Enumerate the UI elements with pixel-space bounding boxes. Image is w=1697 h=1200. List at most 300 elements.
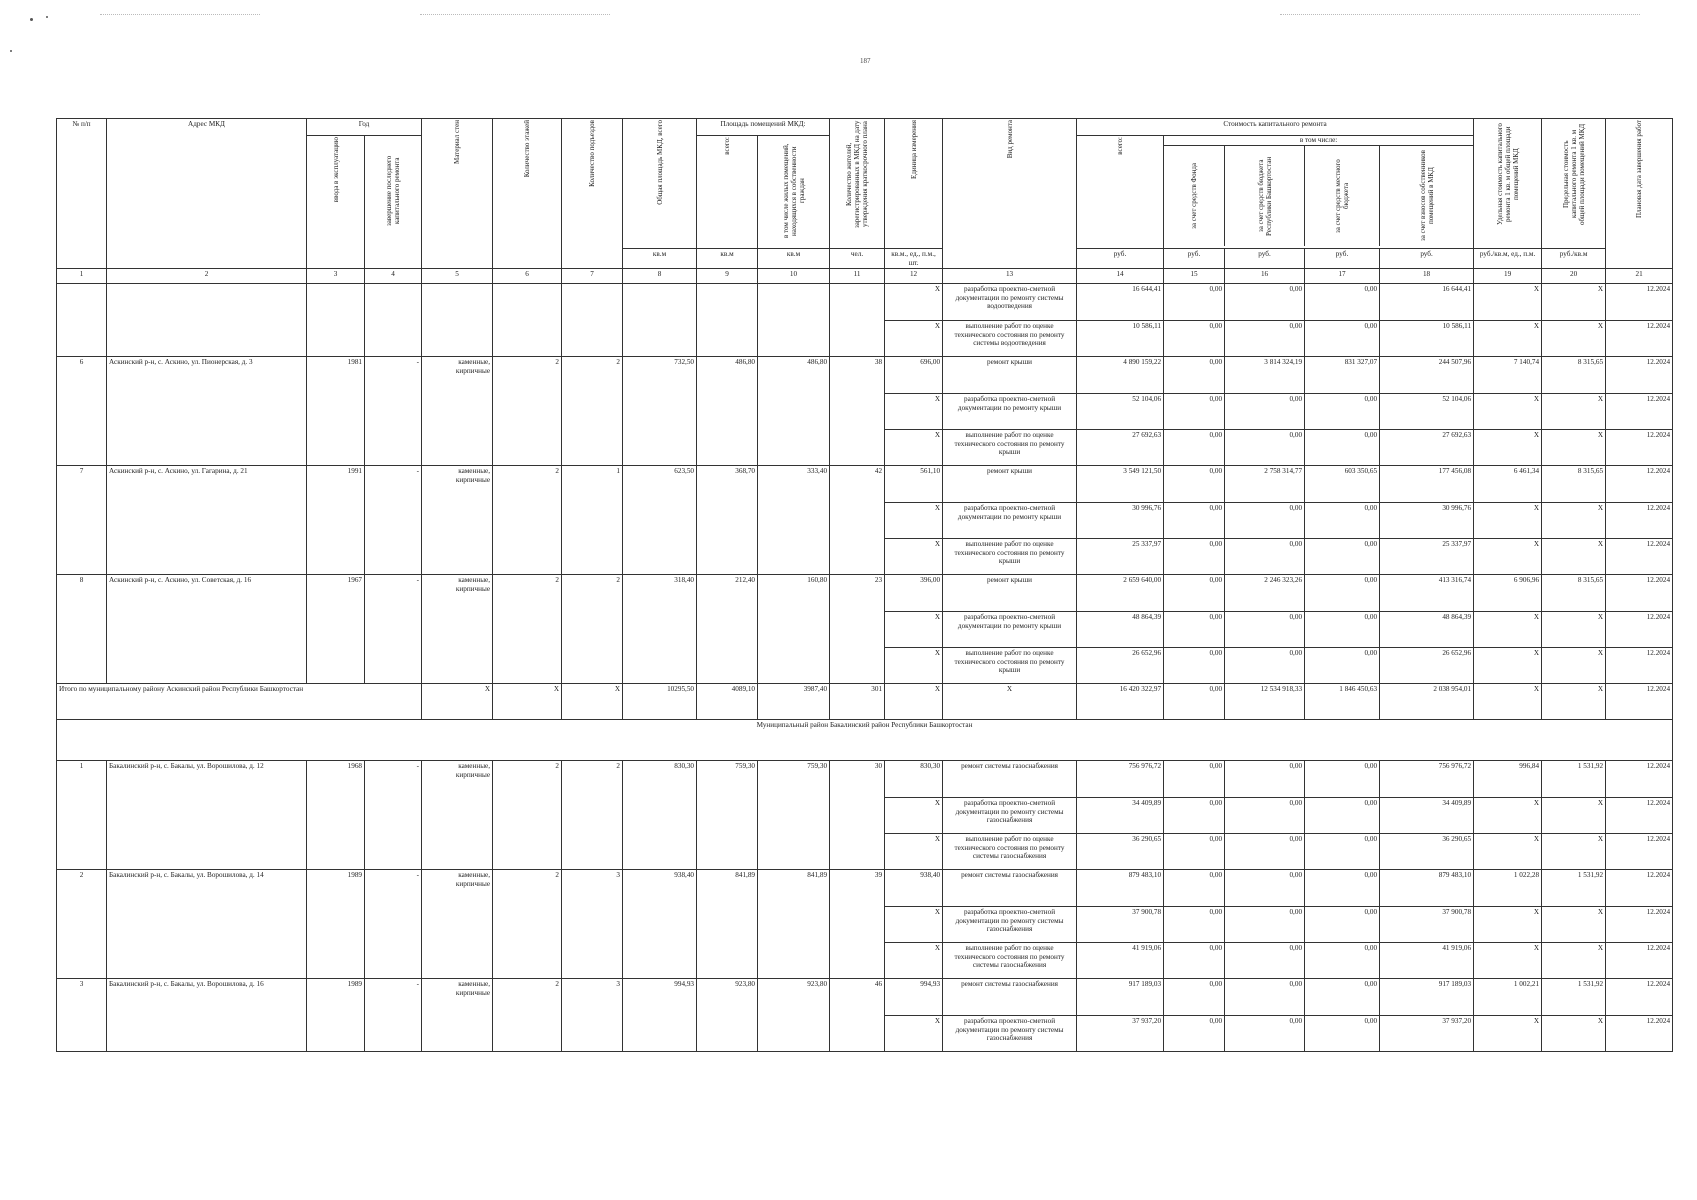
total-area: 318,40 [623, 575, 697, 684]
cost-total: 16 644,41 [1077, 284, 1164, 321]
cost-total: 52 104,06 [1077, 394, 1164, 430]
cost-fund: 0,00 [1164, 1016, 1225, 1052]
cost-total: 4 890 159,22 [1077, 357, 1164, 394]
table-row [57, 870, 1673, 907]
cost-owners: 756 976,72 [1380, 761, 1474, 798]
specific-cost: X [1474, 834, 1542, 870]
specific-cost: X [1474, 284, 1542, 321]
completion-date: 12.2024 [1606, 1016, 1673, 1052]
last-repair: - [365, 870, 422, 979]
cost-total: 756 976,72 [1077, 761, 1164, 798]
completion-date: 12.2024 [1606, 466, 1673, 503]
cost-fund: 0,00 [1164, 834, 1225, 870]
cost-local: 0,00 [1305, 321, 1380, 357]
address: Аскинский р-н, с. Аскино, ул. Гагарина, д. 21 [107, 466, 307, 575]
table-row [57, 575, 1673, 612]
max-cost: X [1542, 503, 1606, 539]
cost-local: 0,00 [1305, 1016, 1380, 1052]
cost-owners: 48 864,39 [1380, 612, 1474, 648]
completion-date: 12.2024 [1606, 648, 1673, 684]
completion-date: 12.2024 [1606, 979, 1673, 1016]
scan-speck [30, 18, 33, 21]
cost-local: 0,00 [1305, 394, 1380, 430]
year-built: 1981 [307, 357, 365, 466]
cost-total: 48 864,39 [1077, 612, 1164, 648]
unit-cell: X [885, 284, 943, 321]
cost-owners: 26 652,96 [1380, 648, 1474, 684]
page-number: 187 [860, 57, 871, 65]
living-area: 333,40 [758, 466, 830, 575]
completion-date: 12.2024 [1606, 394, 1673, 430]
total-area: 10295,50 [623, 684, 697, 720]
cost-total: 37 937,20 [1077, 1016, 1164, 1052]
specific-cost: X [1474, 394, 1542, 430]
floors: X [493, 684, 562, 720]
completion-date: 12.2024 [1606, 284, 1673, 321]
specific-cost: X [1474, 503, 1542, 539]
cost-fund: 0,00 [1164, 684, 1225, 720]
cost-total: 37 900,78 [1077, 907, 1164, 943]
cost-local: 0,00 [1305, 503, 1380, 539]
repair-type: разработка проектно-сметной документации по ремонту системы водоотведения [943, 284, 1077, 321]
cost-owners: 413 316,74 [1380, 575, 1474, 612]
repair-type: ремонт системы газоснабжения [943, 979, 1077, 1016]
cost-local: 0,00 [1305, 870, 1380, 907]
specific-cost: 6 461,34 [1474, 466, 1542, 503]
unit-col-15: руб. [1164, 249, 1225, 269]
column-number: 8 [623, 269, 697, 284]
cost-total: 10 586,11 [1077, 321, 1164, 357]
repair-type: разработка проектно-сметной документации по ремонту системы газоснабжения [943, 1016, 1077, 1052]
total-area: 732,50 [623, 357, 697, 466]
header-col-14: всего: [1077, 136, 1164, 249]
completion-date: 12.2024 [1606, 834, 1673, 870]
repair-type: выполнение работ по оценке технического состояния по ремонту системы газоснабжения [943, 834, 1077, 870]
cost-owners: 37 900,78 [1380, 907, 1474, 943]
completion-date: 12.2024 [1606, 430, 1673, 466]
cost-local: 0,00 [1305, 539, 1380, 575]
unit-col-16: руб. [1225, 249, 1305, 269]
max-cost: X [1542, 321, 1606, 357]
column-number: 5 [422, 269, 493, 284]
header-col-9: всего: [697, 136, 758, 249]
header-col-6: Количество этажей [493, 119, 562, 269]
unit-cell: X [885, 834, 943, 870]
completion-date: 12.2024 [1606, 503, 1673, 539]
max-cost: X [1542, 284, 1606, 321]
cost-fund: 0,00 [1164, 466, 1225, 503]
table-row [57, 979, 1673, 1016]
cost-local: 0,00 [1305, 761, 1380, 798]
max-cost: X [1542, 539, 1606, 575]
unit-col-20: руб./кв.м [1542, 249, 1606, 269]
column-number: 19 [1474, 269, 1542, 284]
cost-total: 3 549 121,50 [1077, 466, 1164, 503]
completion-date: 12.2024 [1606, 684, 1673, 720]
header-col-20: Предельная стоимость капитального ремонта 1 кв. м общей площади помещений МКД [1542, 119, 1606, 249]
unit-col-19: руб./кв.м, ед., п.м. [1474, 249, 1542, 269]
cost-owners: 30 996,76 [1380, 503, 1474, 539]
unit-cell: X [885, 684, 943, 720]
column-number: 14 [1077, 269, 1164, 284]
max-cost: 1 531,92 [1542, 979, 1606, 1016]
completion-date: 12.2024 [1606, 943, 1673, 979]
living-area: 160,80 [758, 575, 830, 684]
cost-owners: 52 104,06 [1380, 394, 1474, 430]
unit-col-8: кв.м [623, 249, 697, 269]
specific-cost: X [1474, 648, 1542, 684]
district-total-label: Итого по муниципальному району Аскинский район Республики Башкортостан [57, 684, 422, 720]
cost-fund: 0,00 [1164, 943, 1225, 979]
year-built: 1968 [307, 761, 365, 870]
repair-type: разработка проектно-сметной документации по ремонту крыши [943, 394, 1077, 430]
unit-cell: X [885, 1016, 943, 1052]
cost-owners: 177 456,08 [1380, 466, 1474, 503]
cost-republic: 3 814 324,19 [1225, 357, 1305, 394]
address: Аскинский р-н, с. Аскино, ул. Советская, д. 16 [107, 575, 307, 684]
specific-cost: X [1474, 321, 1542, 357]
cost-owners: 36 290,65 [1380, 834, 1474, 870]
scan-speck [46, 16, 48, 18]
completion-date: 12.2024 [1606, 612, 1673, 648]
repair-type: разработка проектно-сметной документации по ремонту крыши [943, 503, 1077, 539]
cost-republic: 0,00 [1225, 943, 1305, 979]
cost-owners: 27 692,63 [1380, 430, 1474, 466]
floors: 2 [493, 761, 562, 870]
cost-republic: 0,00 [1225, 430, 1305, 466]
cost-local: 0,00 [1305, 612, 1380, 648]
cost-fund: 0,00 [1164, 503, 1225, 539]
column-number: 7 [562, 269, 623, 284]
header-col-18: за счет взносов собственников помещений в МКД [1418, 150, 1435, 242]
column-number: 3 [307, 269, 365, 284]
cost-republic: 2 758 314,77 [1225, 466, 1305, 503]
max-cost: 1 531,92 [1542, 870, 1606, 907]
entrances: X [562, 684, 623, 720]
cost-republic: 0,00 [1225, 979, 1305, 1016]
specific-cost: X [1474, 539, 1542, 575]
cost-republic: 12 534 918,33 [1225, 684, 1305, 720]
header-col-21: Плановая дата завершения работ [1606, 119, 1673, 269]
row-number: 2 [57, 870, 107, 979]
row-number: 6 [57, 357, 107, 466]
cost-total: 41 919,06 [1077, 943, 1164, 979]
max-cost: 8 315,65 [1542, 466, 1606, 503]
repair-type: разработка проектно-сметной документации по ремонту крыши [943, 612, 1077, 648]
cost-republic: 0,00 [1225, 284, 1305, 321]
max-cost: 8 315,65 [1542, 357, 1606, 394]
completion-date: 12.2024 [1606, 357, 1673, 394]
repair-type: выполнение работ по оценке технического состояния по ремонту крыши [943, 539, 1077, 575]
repair-type: выполнение работ по оценке технического состояния по ремонту системы водоотведения [943, 321, 1077, 357]
floors: 2 [493, 575, 562, 684]
specific-cost: 996,84 [1474, 761, 1542, 798]
cost-local: 0,00 [1305, 284, 1380, 321]
repair-type: выполнение работ по оценке технического состояния по ремонту крыши [943, 430, 1077, 466]
floors: 2 [493, 466, 562, 575]
unit-cell: X [885, 907, 943, 943]
cost-fund: 0,00 [1164, 357, 1225, 394]
address: Бакалинский р-н, с. Бакалы, ул. Ворошилова, д. 12 [107, 761, 307, 870]
header-col-19: Удельная стоимость капитального ремонта 1 кв. м общей площади помещений МКД [1474, 119, 1542, 249]
cost-republic: 0,00 [1225, 648, 1305, 684]
wall-material: каменные, кирпичные [422, 761, 493, 870]
total-area: 830,30 [623, 761, 697, 870]
repair-type: разработка проектно-сметной документации по ремонту системы газоснабжения [943, 798, 1077, 834]
column-number: 9 [697, 269, 758, 284]
wall-material: каменные, кирпичные [422, 870, 493, 979]
rooms-area: 841,89 [697, 870, 758, 979]
completion-date: 12.2024 [1606, 870, 1673, 907]
cost-owners: 16 644,41 [1380, 284, 1474, 321]
header-incl-block [1164, 136, 1474, 249]
rooms-area: 4089,10 [697, 684, 758, 720]
unit-col-12: кв.м., ед., п.м., шт. [885, 249, 943, 269]
cost-owners: 34 409,89 [1380, 798, 1474, 834]
cost-fund: 0,00 [1164, 394, 1225, 430]
column-number: 17 [1305, 269, 1380, 284]
last-repair: - [365, 357, 422, 466]
unit-cell: 830,30 [885, 761, 943, 798]
header-col-8: Общая площадь МКД, всего [623, 119, 697, 249]
table-row [57, 466, 1673, 503]
year-built: 1967 [307, 575, 365, 684]
unit-cell: X [885, 798, 943, 834]
header-col-11: Количество жителей, зарегистрированных в МКД на дату утверждения краткосрочного плана [830, 119, 885, 249]
cost-republic: 0,00 [1225, 321, 1305, 357]
column-number: 10 [758, 269, 830, 284]
header-col-13: Вид ремонта [943, 119, 1077, 269]
cost-total: 16 420 322,97 [1077, 684, 1164, 720]
cost-total: 25 337,97 [1077, 539, 1164, 575]
living-area: 486,80 [758, 357, 830, 466]
last-repair: - [365, 466, 422, 575]
header-col-3: ввода в эксплуатацию [307, 136, 365, 269]
column-number: 18 [1380, 269, 1474, 284]
table-row [57, 284, 1673, 321]
completion-date: 12.2024 [1606, 321, 1673, 357]
scan-speck [10, 50, 12, 52]
header-col-10: в том числе жилых помещений, находящихся в собственности граждан [758, 136, 830, 249]
cost-fund: 0,00 [1164, 321, 1225, 357]
living-area: 841,89 [758, 870, 830, 979]
unit-cell: 994,93 [885, 979, 943, 1016]
floors: 2 [493, 979, 562, 1052]
residents: 42 [830, 466, 885, 575]
max-cost: X [1542, 1016, 1606, 1052]
total-area: 938,40 [623, 870, 697, 979]
district-total-row [57, 684, 1673, 720]
cost-fund: 0,00 [1164, 907, 1225, 943]
cost-total: 879 483,10 [1077, 870, 1164, 907]
max-cost: X [1542, 394, 1606, 430]
specific-cost: 6 906,96 [1474, 575, 1542, 612]
header-col-5: Материал стен [422, 119, 493, 269]
column-number: 11 [830, 269, 885, 284]
cost-republic: 0,00 [1225, 503, 1305, 539]
repair-type: выполнение работ по оценке технического состояния по ремонту системы газоснабжения [943, 943, 1077, 979]
specific-cost: X [1474, 430, 1542, 466]
cost-republic: 0,00 [1225, 870, 1305, 907]
max-cost: X [1542, 612, 1606, 648]
entrances: 3 [562, 870, 623, 979]
completion-date: 12.2024 [1606, 575, 1673, 612]
total-area: 994,93 [623, 979, 697, 1052]
header-col-4: завершение последнего капитального ремонта [365, 136, 422, 269]
cost-fund: 0,00 [1164, 798, 1225, 834]
repair-type: разработка проектно-сметной документации по ремонту системы газоснабжения [943, 907, 1077, 943]
specific-cost: 1 022,28 [1474, 870, 1542, 907]
column-number: 6 [493, 269, 562, 284]
wall-material: X [422, 684, 493, 720]
unit-cell: X [885, 321, 943, 357]
cost-total: 36 290,65 [1077, 834, 1164, 870]
address: Бакалинский р-н, с. Бакалы, ул. Ворошилова, д. 16 [107, 979, 307, 1052]
unit-cell: X [885, 539, 943, 575]
cost-fund: 0,00 [1164, 761, 1225, 798]
column-number: 16 [1225, 269, 1305, 284]
residents: 301 [830, 684, 885, 720]
cost-local: 0,00 [1305, 943, 1380, 979]
cost-local: 1 846 450,63 [1305, 684, 1380, 720]
residents: 23 [830, 575, 885, 684]
cost-owners: 917 189,03 [1380, 979, 1474, 1016]
residents: 39 [830, 870, 885, 979]
cost-local: 0,00 [1305, 575, 1380, 612]
max-cost: 1 531,92 [1542, 761, 1606, 798]
wall-material: каменные, кирпичные [422, 979, 493, 1052]
cost-total: 2 659 640,00 [1077, 575, 1164, 612]
max-cost: X [1542, 907, 1606, 943]
residents: 30 [830, 761, 885, 870]
cost-owners: 25 337,97 [1380, 539, 1474, 575]
cost-total: 26 652,96 [1077, 648, 1164, 684]
repair-type: ремонт системы газоснабжения [943, 870, 1077, 907]
rooms-area: 368,70 [697, 466, 758, 575]
cost-fund: 0,00 [1164, 430, 1225, 466]
unit-cell: X [885, 612, 943, 648]
cost-fund: 0,00 [1164, 612, 1225, 648]
cost-total: 30 996,76 [1077, 503, 1164, 539]
section-row [57, 720, 1673, 761]
wall-material: каменные, кирпичные [422, 357, 493, 466]
cost-local: 603 350,65 [1305, 466, 1380, 503]
cost-local: 0,00 [1305, 798, 1380, 834]
column-number-row [57, 269, 1673, 284]
last-repair: - [365, 761, 422, 870]
repair-type: X [943, 684, 1077, 720]
table-row [57, 761, 1673, 798]
wall-material: каменные, кирпичные [422, 575, 493, 684]
cost-owners: 2 038 954,01 [1380, 684, 1474, 720]
unit-cell: X [885, 503, 943, 539]
header-area-group: Площадь помещений МКД: [697, 119, 830, 136]
column-number: 1 [57, 269, 107, 284]
unit-cell: 396,00 [885, 575, 943, 612]
unit-cell: X [885, 394, 943, 430]
column-number: 4 [365, 269, 422, 284]
row-number: 8 [57, 575, 107, 684]
entrances: 3 [562, 979, 623, 1052]
scan-noise [1280, 14, 1640, 16]
address: Бакалинский р-н, с. Бакалы, ул. Ворошилова, д. 14 [107, 870, 307, 979]
column-number: 21 [1606, 269, 1673, 284]
total-area: 623,50 [623, 466, 697, 575]
column-number: 15 [1164, 269, 1225, 284]
cost-republic: 0,00 [1225, 907, 1305, 943]
cost-owners: 41 919,06 [1380, 943, 1474, 979]
completion-date: 12.2024 [1606, 539, 1673, 575]
max-cost: X [1542, 684, 1606, 720]
completion-date: 12.2024 [1606, 798, 1673, 834]
header-col-1: № п/п [57, 119, 107, 269]
entrances: 2 [562, 575, 623, 684]
header-col-12: Единица измерения [885, 119, 943, 249]
repair-type: ремонт крыши [943, 357, 1077, 394]
unit-col-9: кв.м [697, 249, 758, 269]
entrances: 1 [562, 466, 623, 575]
cost-republic: 0,00 [1225, 1016, 1305, 1052]
repair-type: ремонт крыши [943, 466, 1077, 503]
cost-owners: 244 507,96 [1380, 357, 1474, 394]
cost-local: 0,00 [1305, 648, 1380, 684]
header-col-17: за счет средств местного бюджета [1305, 146, 1380, 246]
max-cost: 8 315,65 [1542, 575, 1606, 612]
unit-cell: X [885, 430, 943, 466]
cost-republic: 0,00 [1225, 834, 1305, 870]
specific-cost: 7 140,74 [1474, 357, 1542, 394]
unit-cell: X [885, 648, 943, 684]
unit-col-10: кв.м [758, 249, 830, 269]
header-incl-group: в том числе: [1164, 136, 1473, 146]
row-number: 3 [57, 979, 107, 1052]
address: Аскинский р-н, с. Аскино, ул. Пионерская, д. 3 [107, 357, 307, 466]
unit-cell: 696,00 [885, 357, 943, 394]
wall-material: каменные, кирпичные [422, 466, 493, 575]
rooms-area: 923,80 [697, 979, 758, 1052]
year-built: 1989 [307, 870, 365, 979]
header-col-16: за счет средств бюджета Республики Башкортостан [1225, 146, 1305, 246]
cost-fund: 0,00 [1164, 648, 1225, 684]
rooms-area: 212,40 [697, 575, 758, 684]
last-repair: - [365, 979, 422, 1052]
living-area: 923,80 [758, 979, 830, 1052]
cost-owners: 37 937,20 [1380, 1016, 1474, 1052]
last-repair: - [365, 575, 422, 684]
max-cost: X [1542, 834, 1606, 870]
header-col-7: Количество подъездов [562, 119, 623, 269]
header-col-2: Адрес МКД [107, 119, 307, 269]
header-col-15: за счет средств Фонда [1164, 146, 1225, 246]
table-row [57, 357, 1673, 394]
cost-local: 0,00 [1305, 979, 1380, 1016]
cost-republic: 0,00 [1225, 798, 1305, 834]
header-year-group: Год [307, 119, 422, 136]
column-number: 12 [885, 269, 943, 284]
completion-date: 12.2024 [1606, 907, 1673, 943]
cost-fund: 0,00 [1164, 870, 1225, 907]
cost-republic: 2 246 323,26 [1225, 575, 1305, 612]
unit-col-14: руб. [1077, 249, 1164, 269]
cost-local: 0,00 [1305, 430, 1380, 466]
specific-cost: X [1474, 684, 1542, 720]
cost-republic: 0,00 [1225, 539, 1305, 575]
repair-type: ремонт системы газоснабжения [943, 761, 1077, 798]
specific-cost: X [1474, 907, 1542, 943]
cost-fund: 0,00 [1164, 539, 1225, 575]
row-number: 7 [57, 466, 107, 575]
cost-republic: 0,00 [1225, 612, 1305, 648]
